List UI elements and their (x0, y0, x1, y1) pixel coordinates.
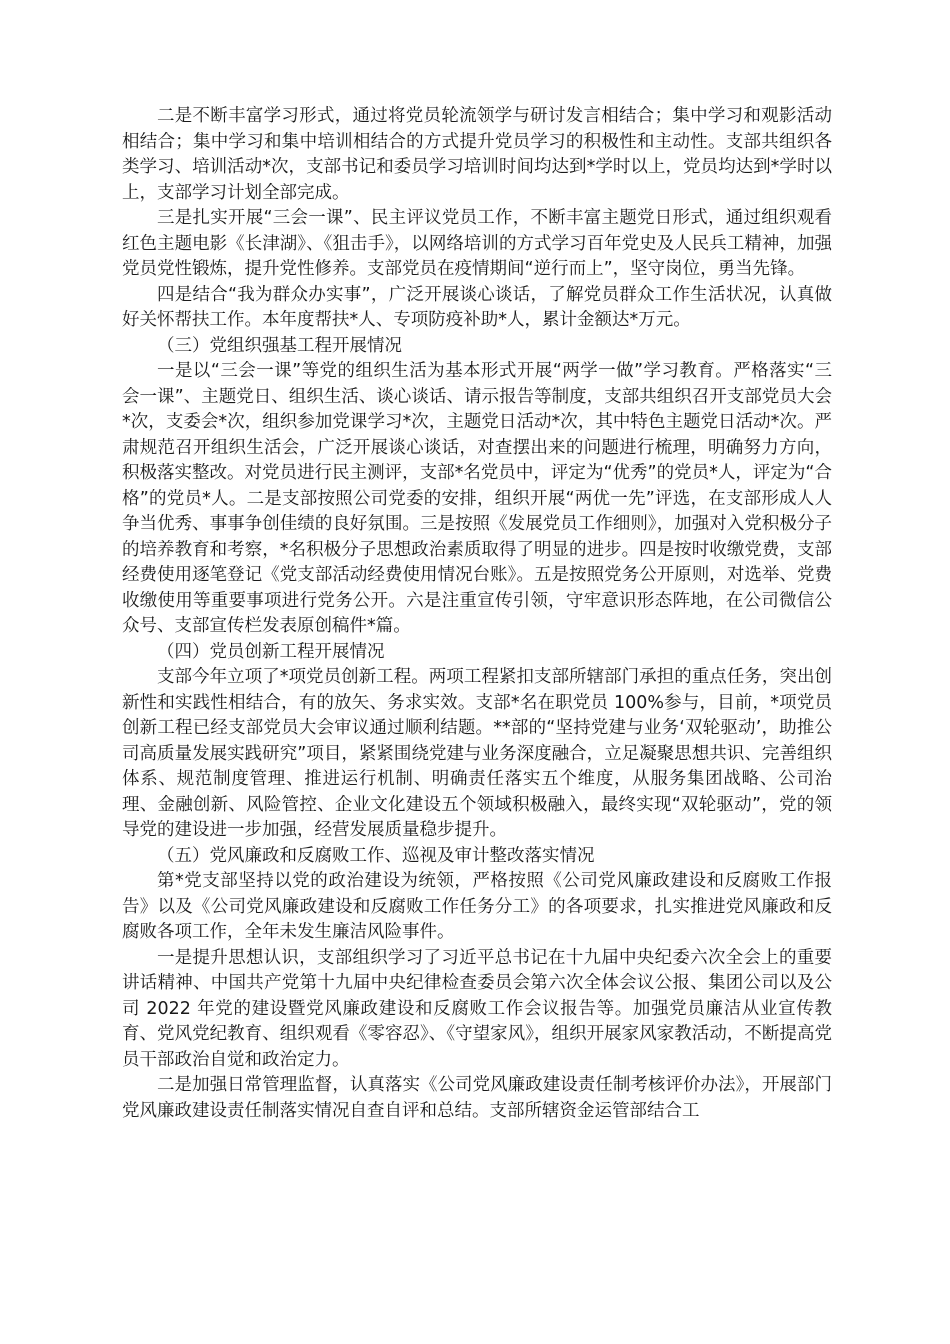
section-heading-4: （四）党员创新工程开展情况 (157, 641, 385, 662)
paragraph-serve-masses: 四是结合“我为群众办实事”，广泛开展谈心谈话，了解党员群众工作生活状况，认真做好关怀帮扶工作。本年度帮扶*人、专项防疫补助*人，累计金额达*万元。 (122, 284, 832, 330)
paragraph-study-forms: 二是不断丰富学习形式，通过将党员轮流领学与研讨发言相结合；集中学习和观影活动相结合；集中学习和集中培训相结合的方式提升党员学习的积极性和主动性。支部共组织各类学习、培训活动*次，支部书记和委员学习培训时间均达到*学时以上，党员均达到*学时以上，支部学习计划全部完成。 (122, 106, 832, 203)
section-heading-5: （五）党风廉政和反腐败工作、巡视及审计整改落实情况 (157, 845, 595, 866)
paragraph-organization-life: 一是以“三会一课”等党的组织生活为基本形式开展“两学一做”学习教育。严格落实“三会一课”、主题党日、组织生活、谈心谈话、请示报告等制度，支部共组织召开支部党员大会*次，支委会*次，组织参加党课学习*次，主题党日活动*次，其中特色主题党日活动*次。严肃规范召开组织生活会，广泛开展谈心谈话，对查摆出来的问题进行梳理，明确努力方向，积极落实整改。对党员进行民主测评，支部*名党员中，评定为“优秀”的党员*人，评定为“合格”的党员*人。二是支部按照公司党委的安排，组织开展“两优一先”评选，在支部形成人人争当优秀、事事争创佳绩的良好氛围。三是按照《发展党员工作细则》，加强对入党积极分子的培养教育和考察，*名积极分子思想政治素质取得了明显的进步。四是按时收缴党费，支部经费使用逐笔登记《党支部活动经费使用情况台账》。五是按照党务公开原则，对选举、党费收缴使用等重要事项进行党务公开。六是注重宣传引领，守牢意识形态阵地，在公司微信公众号、支部宣传栏发表原创稿件*篇。 (122, 361, 832, 636)
paragraph-ideological-awareness: 一是提升思想认识，支部组织学习了习近平总书记在十九届中央纪委六次全会上的重要讲话精神、中国共产党第十九届中央纪律检查委员会第六次全体会议公报、集团公司以及公司 2022 年党的建设暨党风廉政建设和反腐败工作会议报告等。加强党员廉洁从业宣传教育、党风党纪教育、组织观看《零容忍》、《守望家风》，组织开展家风家教活动，不断提高党员干部政治自觉和政治定力。 (122, 947, 832, 1070)
paragraph-three-meetings: 三是扎实开展“三会一课”、民主评议党员工作，不断丰富主题党日形式，通过组织观看红色主题电影《长津湖》、《狙击手》，以网络培训的方式学习百年党史及人民兵工精神，加强党员党性锻炼，提升党性修养。支部党员在疫情期间“逆行而上”，坚守岗位，勇当先锋。 (122, 208, 832, 279)
paragraph-anti-corruption-intro: 第*党支部坚持以党的政治建设为统领，严格按照《公司党风廉政建设和反腐败工作报告》以及《公司党风廉政建设和反腐败工作任务分工》的各项要求，扎实推进党风廉政和反腐败各项工作，全年未发生廉洁风险事件。 (122, 871, 832, 942)
paragraph-daily-supervision: 二是加强日常管理监督，认真落实《公司党风廉政建设责任制考核评价办法》，开展部门党风廉政建设责任制落实情况自查自评和总结。支部所辖资金运管部结合工 (122, 1075, 832, 1121)
section-heading-3: （三）党组织强基工程开展情况 (157, 335, 402, 356)
paragraph-innovation-projects: 支部今年立项了*项党员创新工程。两项工程紧扣支部所辖部门承担的重点任务，突出创新性和实践性相结合，有的放矢、务求实效。支部*名在职党员 100%参与，目前，*项党员创新工程已经支部党员大会审议通过顺利结题。**部的“坚持党建与业务‘双轮驱动’，助推公司高质量发展实践研究”项目，紧紧围绕党建与业务深度融合，立足凝聚思想共识、完善组织体系、规范制度管理、推进运行机制、明确责任落实五个维度，从服务集团战略、公司治理、金融创新、风险管控、企业文化建设五个领域积极融入，最终实现“双轮驱动”，党的领导党的建设进一步加强，经营发展质量稳步提升。 (122, 667, 832, 840)
document-page (122, 104, 832, 1124)
